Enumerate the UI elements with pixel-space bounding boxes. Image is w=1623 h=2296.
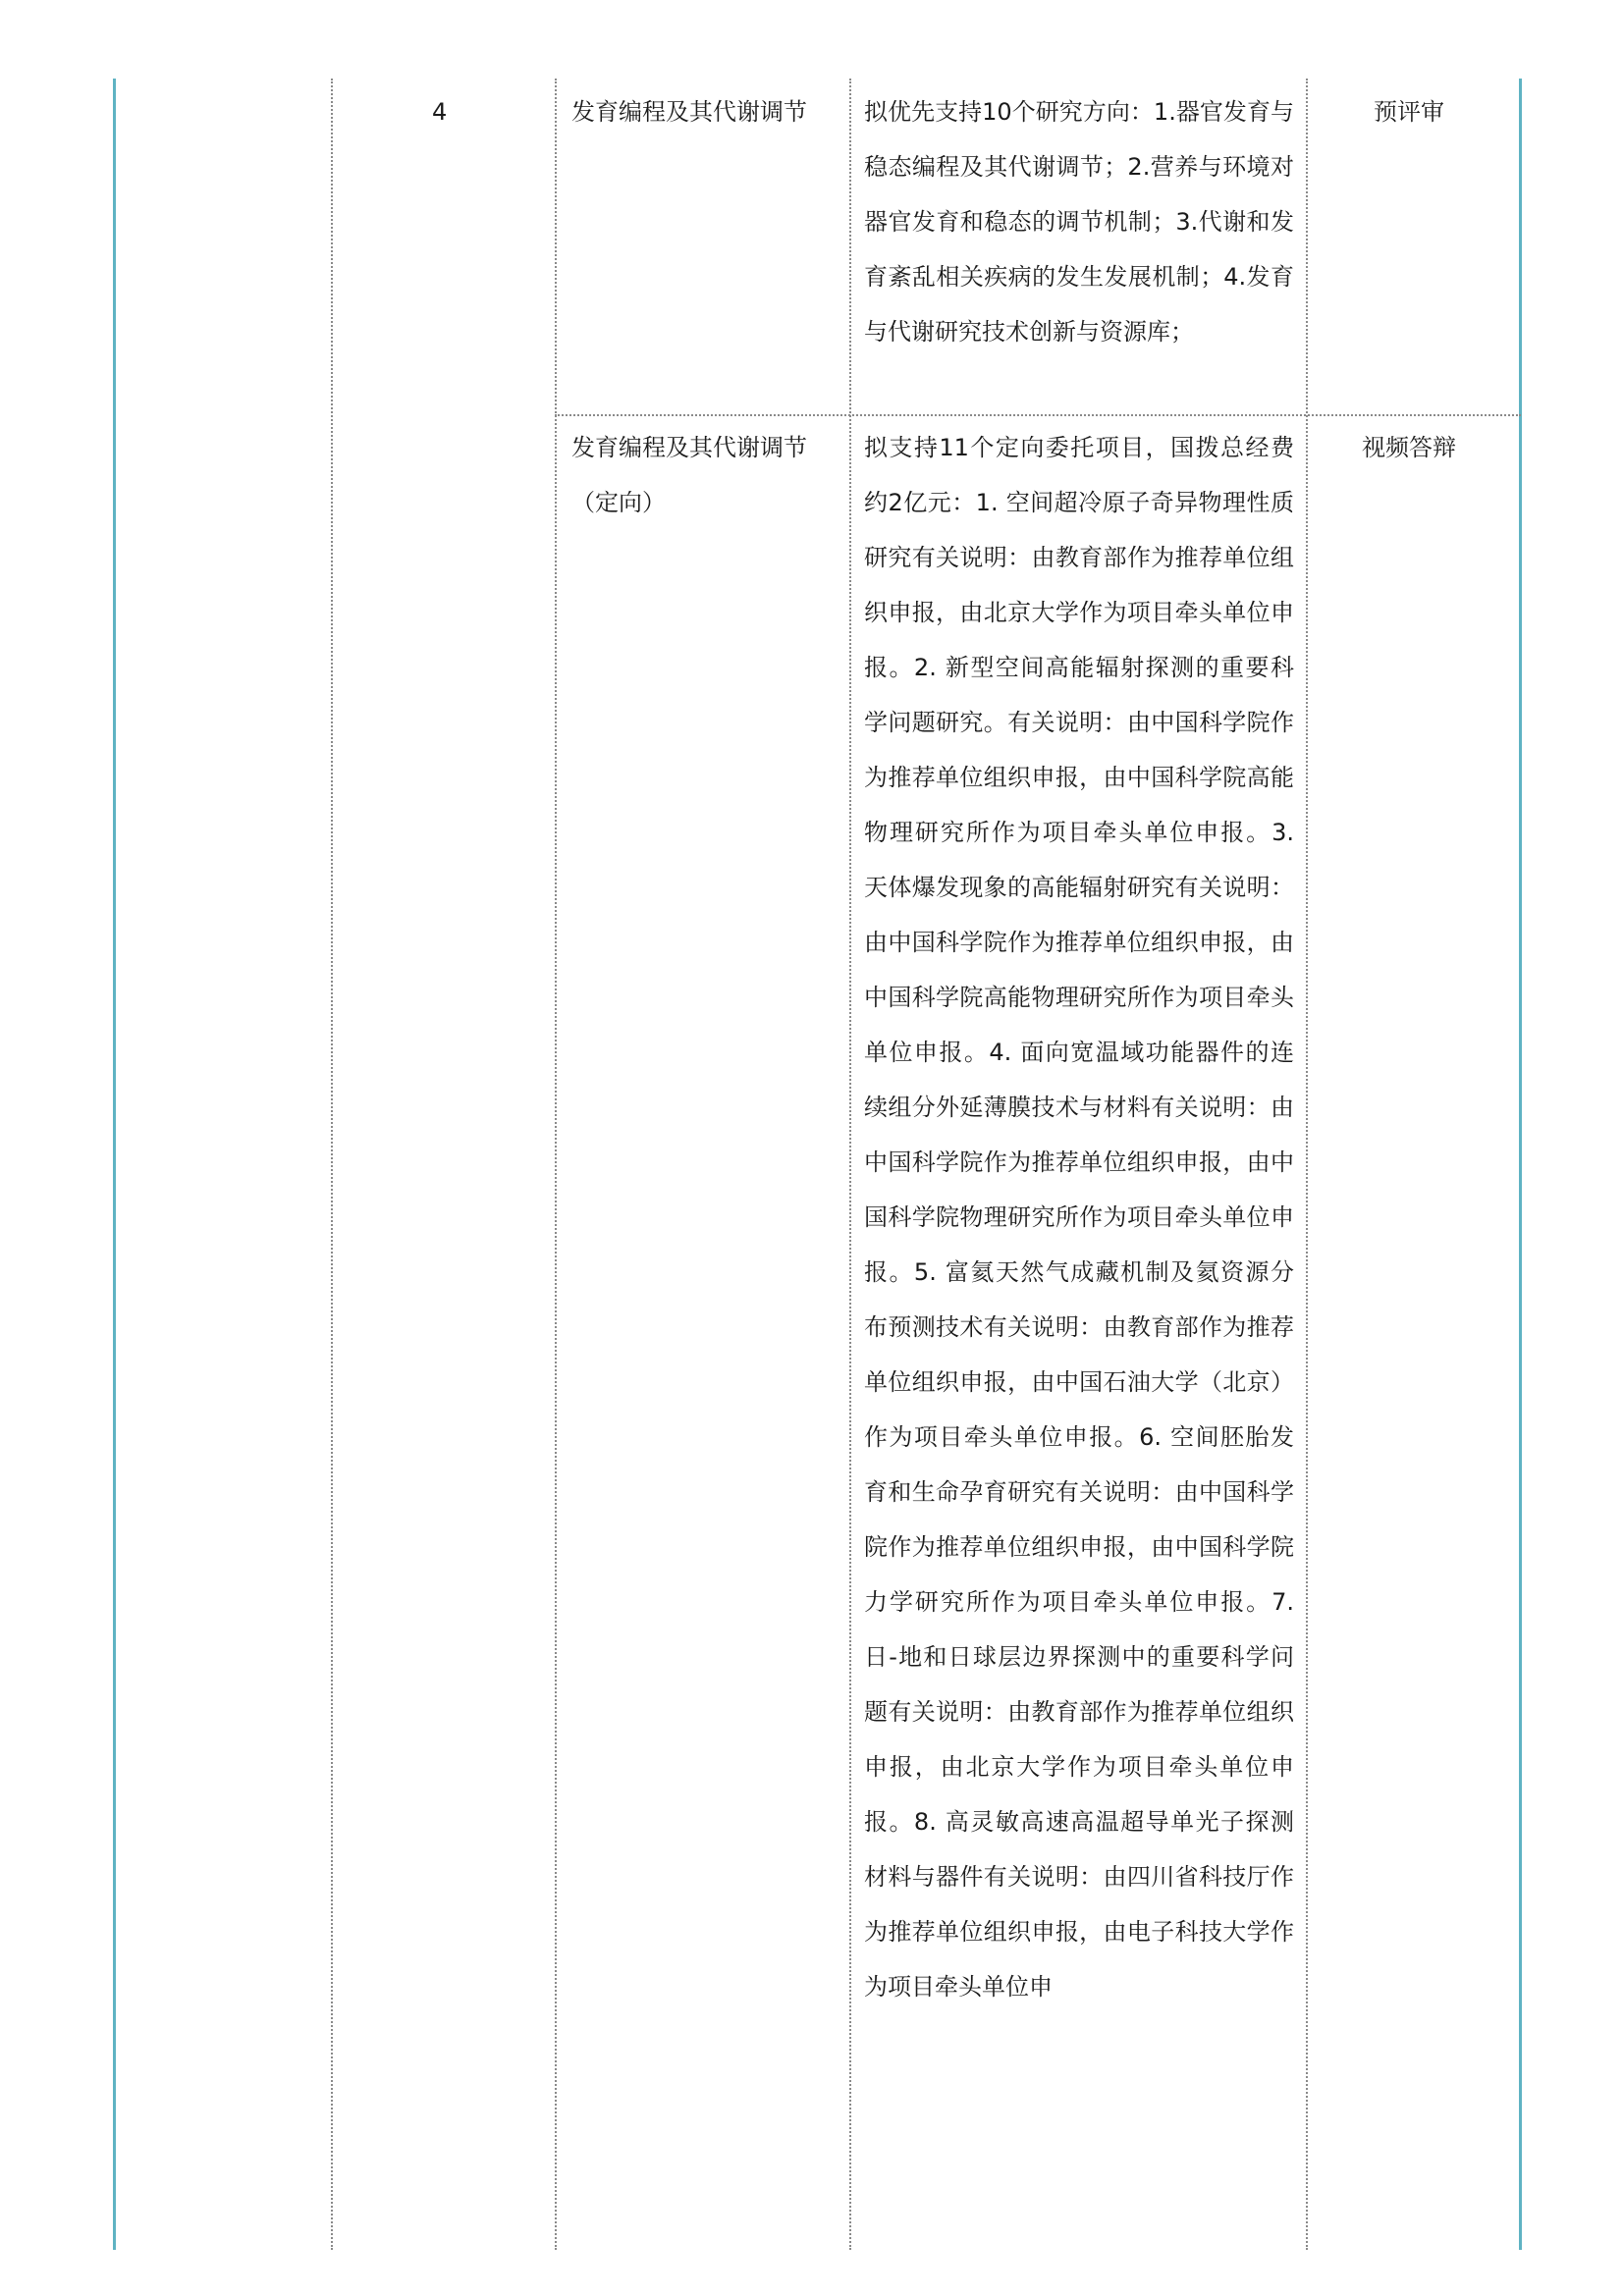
row-divider [555, 414, 1521, 416]
project-name: 发育编程及其代谢调节 [571, 98, 807, 126]
column-divider-1 [331, 79, 333, 2250]
table-left-border [113, 79, 116, 2250]
review-method: 预评审 [1374, 98, 1444, 126]
row-number: 4 [432, 98, 448, 126]
project-description: 拟优先支持10个研究方向：1.器官发育与稳态编程及其代谢调节；2.营养与环境对器官发育和稳态的调节机制；3.代谢和发育紊乱相关疾病的发生发展机制；4.发育与代谢研究技术创新与资源库； [864, 98, 1294, 346]
review-method: 视频答辩 [1362, 434, 1456, 461]
column-divider-2 [555, 79, 557, 2250]
table-right-border [1519, 79, 1522, 2250]
column-divider-3 [849, 79, 851, 2250]
project-description: 拟支持11个定向委托项目，国拨总经费约2亿元：1. 空间超冷原子奇异物理性质研究有关说明：由教育部作为推荐单位组织申报，由北京大学作为项目牵头单位申报。2. 新型空间高能辐射探测的重要科学问题研究。有关说明：由中国科学院作为推荐单位组织申报，由中国科学院高能物理研究所作为项目牵头单位申报。3. 天体爆发现象的高能辐射研究有关说明：由中国科学院作为推荐单位组织申报，由中国科学院高能物理研究所作为项目牵头单位申报。4. 面向宽温域功能器件的连续组分外延薄膜技术与材料有关说明：由中国科学院作为推荐单位组织申报，由中国科学院物理研究所作为项目牵头单位申报。5. 富氦天然气成藏机制及氦资源分布预测技术有关说明：由教育部作为推荐单位组织申报，由中国石油大学（北京）作为项目牵头单位申报。6. 空间胚胎发育和生命孕育研究有关说明：由中国科学院作为推荐单位组织申报，由中国科学院力学研究所作为项目牵头单位申报。7. 日-地和日球层边界探测中的重要科学问题有关说明：由教育部作为推荐单位组织申报，由北京大学作为项目牵头单位申报。8. 高灵敏高速高温超导单光子探测材料与器件有关说明：由四川省科技厅作为推荐单位组织申报，由电子科技大学作为项目牵头单位申 [864, 434, 1294, 2001]
project-name: 发育编程及其代谢调节（定向） [571, 434, 807, 516]
column-divider-4 [1306, 79, 1308, 2250]
